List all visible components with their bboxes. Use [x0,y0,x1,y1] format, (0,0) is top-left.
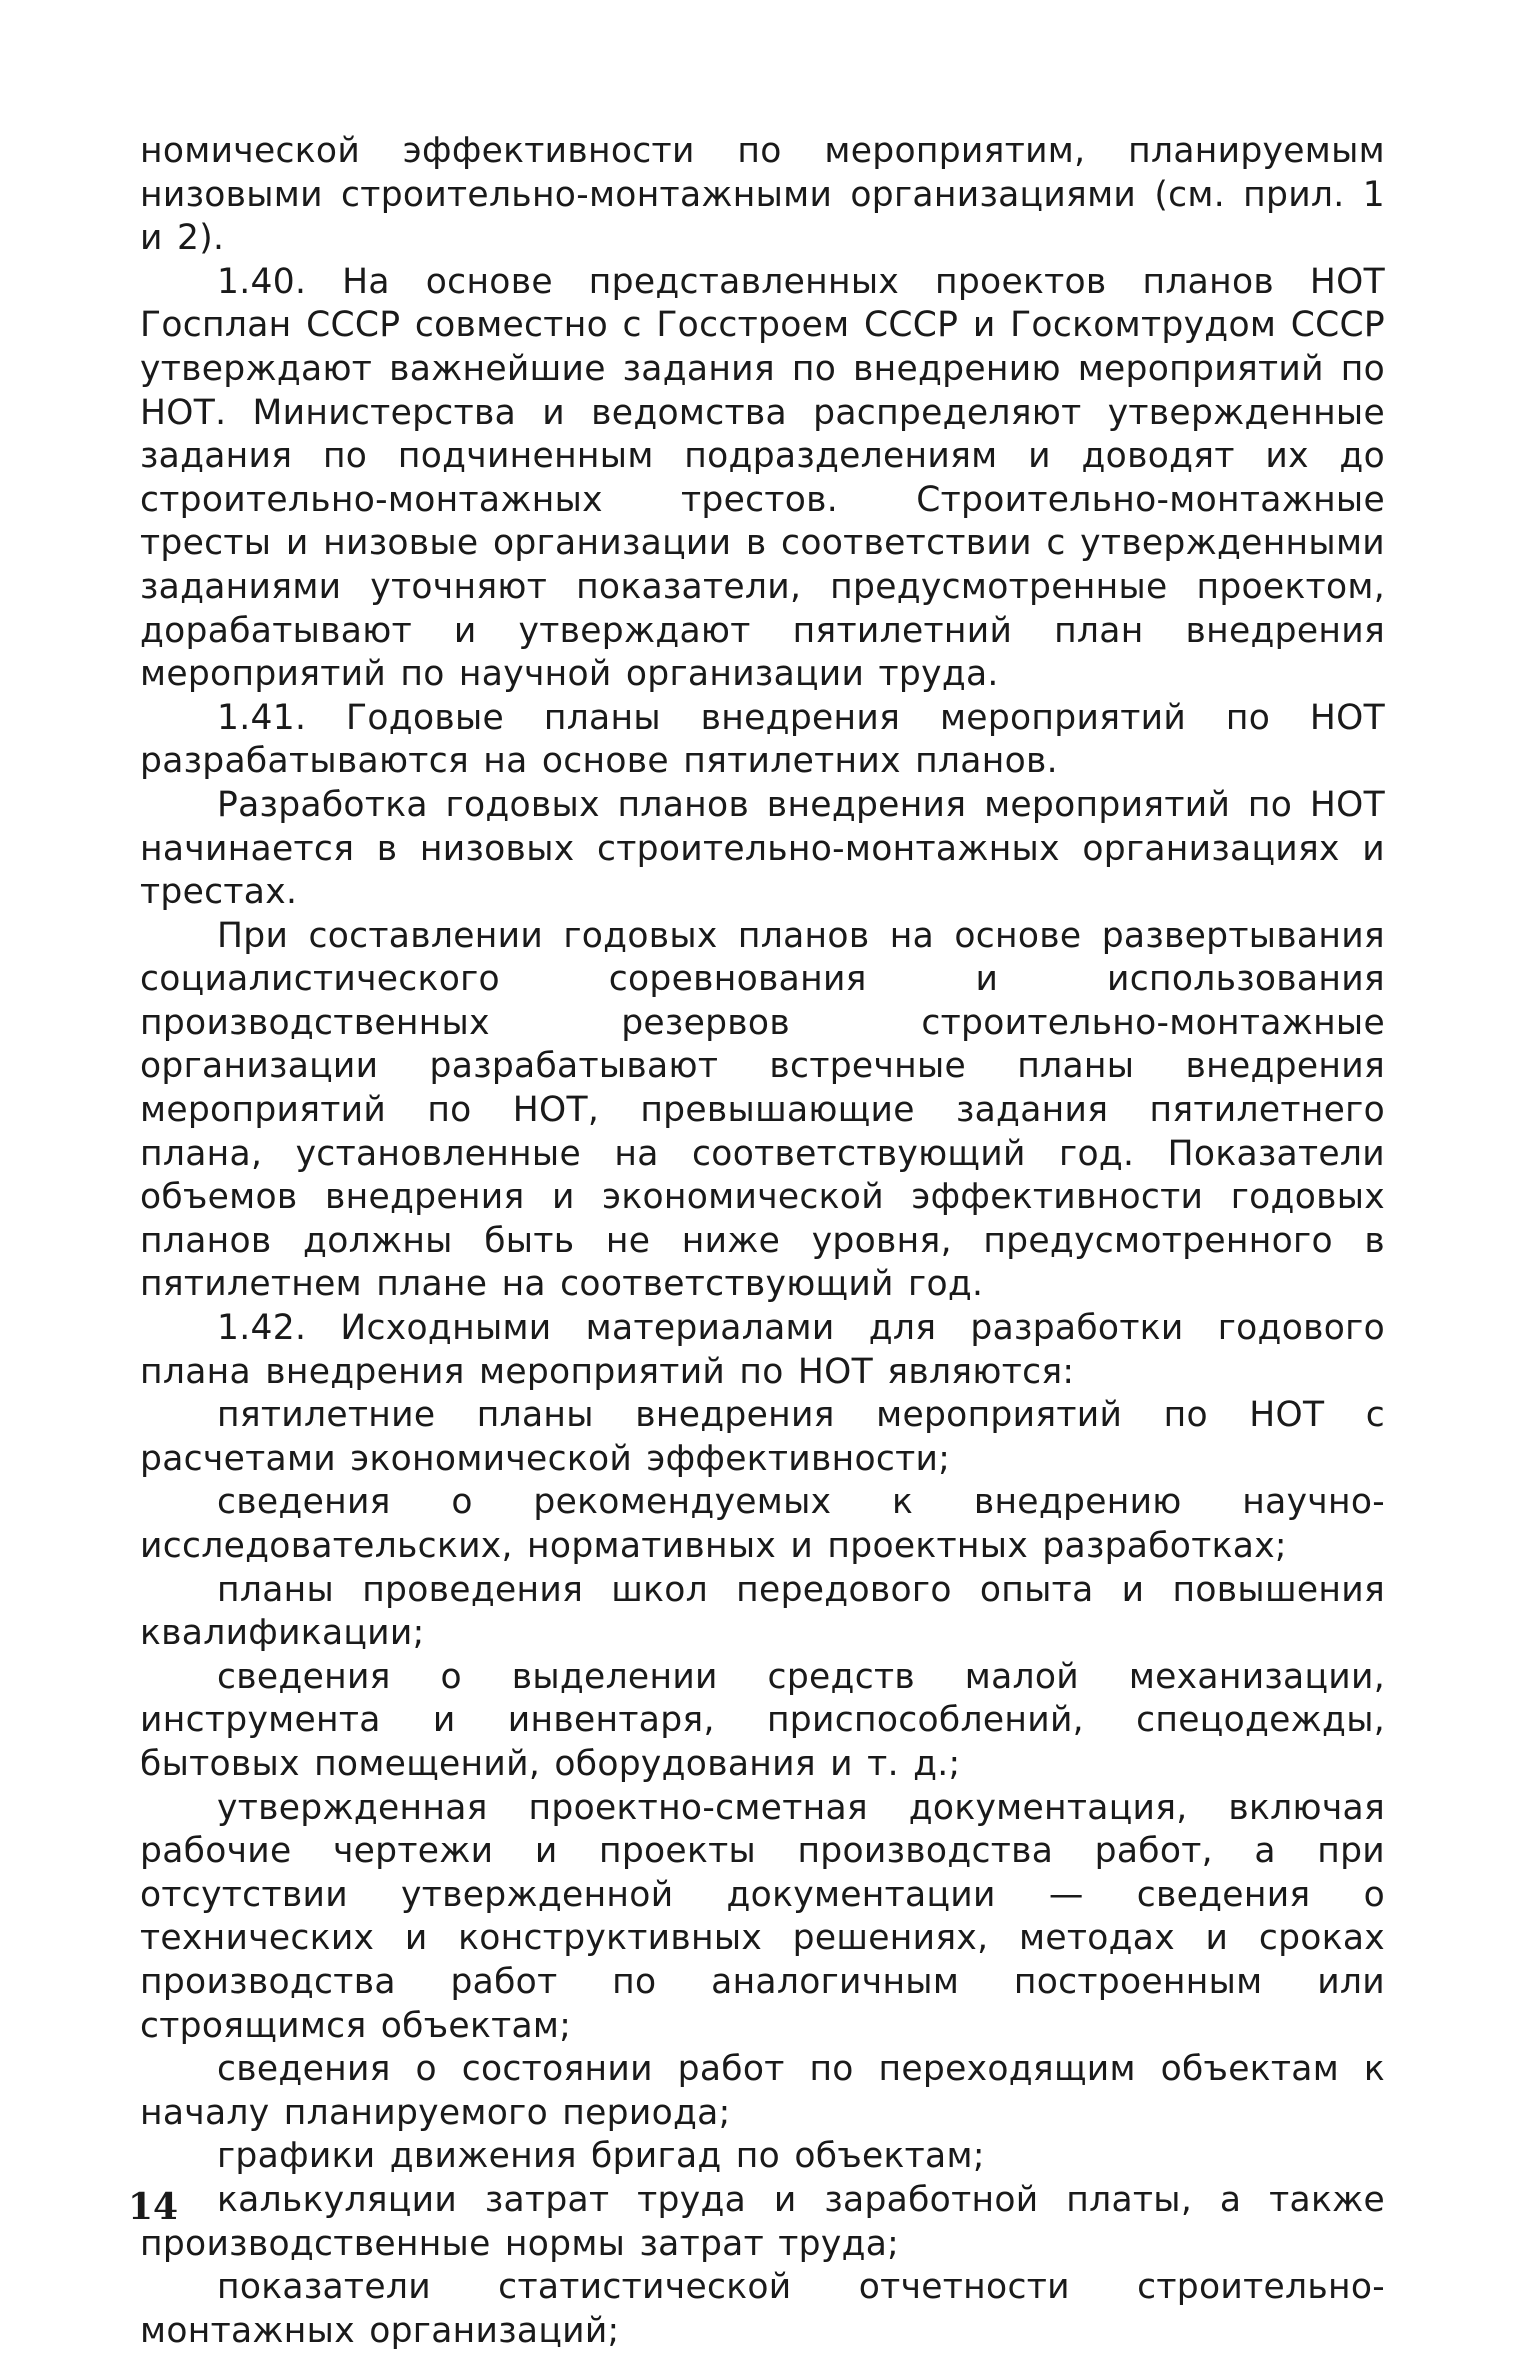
list-item-statistics: показатели статистической отчетности строительно-монтажных организаций; [140,2267,1385,2351]
list-item-five-year-plans: пятилетние планы внедрения мероприятий по НОТ с расчетами экономической эффективности; [140,1395,1385,1479]
paragraph-1-41: 1.41. Годовые планы внедрения мероприятий по НОТ разрабатываются на основе пятилетних планов. [140,697,1385,782]
list-item-training-plans: планы проведения школ передового опыта и повышения квалификации; [140,1569,1385,1654]
paragraph-1-42: 1.42. Исходными материалами для разработки годового плана внедрения мероприятий по НОТ являются: [140,1308,1385,1392]
list-item-labor-costs: калькуляции затрат труда и заработной платы, а также производственные нормы затрат труда; [140,2179,1385,2264]
paragraph-1-40: 1.40. На основе представленных проектов планов НОТ Госплан СССР совместно с Госстроем СССР и Госкомтрудом СССР утверждают важнейшие задания по внедрению мероприятий по НОТ. Министерства и ведомства распределяют утвержденные задания по подчиненным подразделениям и доводят их до строительно-монтажных трестов. Строительно-монтажные тресты и низовые организации в соответствии с утвержденными заданиями уточняют показатели, предусмотренные проектом, дорабатывают и утверждают пятилетний план внедрения мероприятий по научной организации труда. [140,261,1385,695]
list-item-ongoing-works: сведения о состоянии работ по переходящим объектам к началу планируемого периода; [140,2049,1385,2133]
paragraph-continuation: номической эффективности по мероприятим, планируемым низовыми строительно-монтажными организациями (см. прил. 1 и 2). [140,131,1385,259]
paragraph-annual-plans-start: Разработка годовых планов внедрения мероприятий по НОТ начинается в низовых строительно-монтажных организациях и трестах. [140,784,1385,913]
page-number: 14 [128,2186,179,2228]
list-item-research-developments: сведения о рекомендуемых к внедрению научно-исследовательских, нормативных и проектных разработках; [140,1482,1385,1566]
list-item-equipment: сведения о выделении средств малой механизации, инструмента и инвентаря, приспособлений, спецодежды, бытовых помещений, оборудования и т. д.; [140,1656,1385,1784]
list-item-design-documentation: утвержденная проектно-сметная документация, включая рабочие чертежи и проекты производства работ, а при отсутствии утвержденной документации — сведения о технических и конструктивных решениях, методах и сроках производства работ по аналогичным построенным или строящимся объектам; [140,1787,1385,2046]
paragraph-counter-plans: При составлении годовых планов на основе развертывания социалистического соревнования и использования производственных резервов строительно-монтажные организации разрабатывают встречные планы внедрения мероприятий по НОТ, превышающие задания пятилетнего плана, установленные на соответствующий год. Показатели объемов внедрения и экономической эффективности годовых планов должны быть не ниже уровня, предусмотренного в пятилетнем плане на соответствующий год. [140,915,1385,1305]
list-item-brigade-schedules: графики движения бригад по объектам; [217,2136,985,2177]
body-text [140,130,1385,2353]
